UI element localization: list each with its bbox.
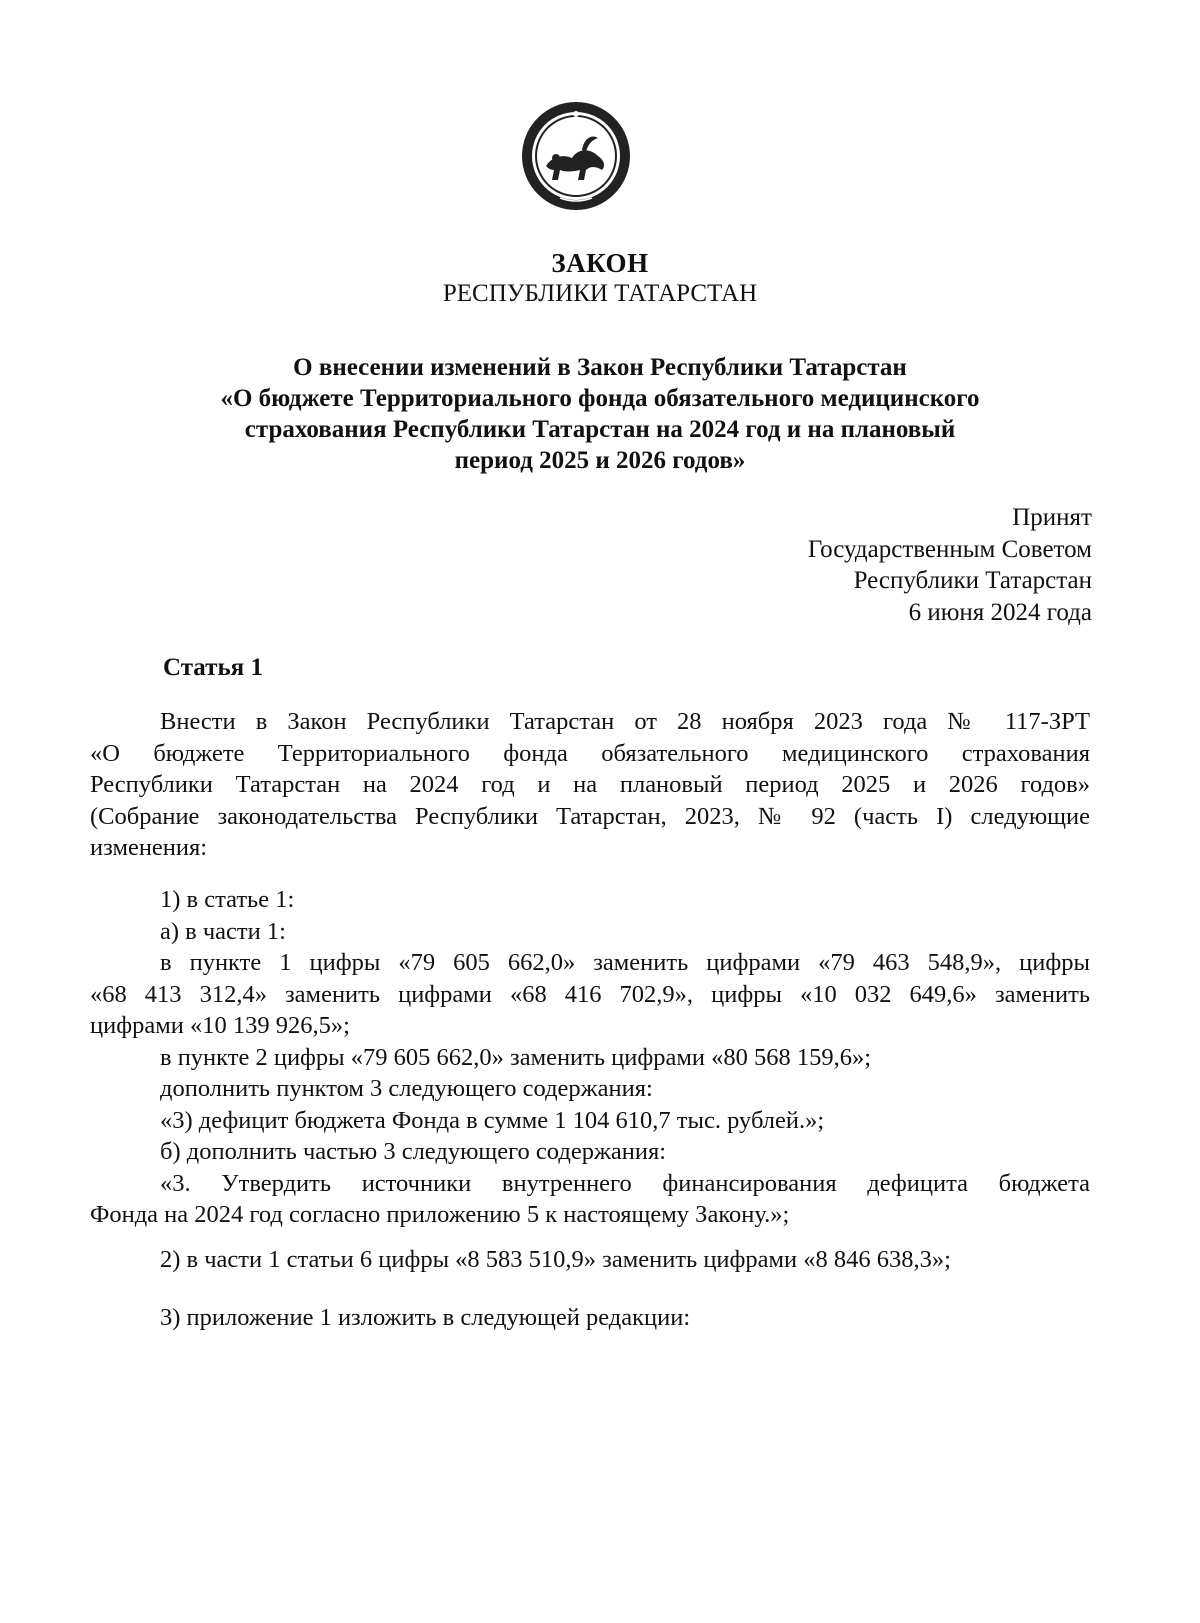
intro-paragraph [90,706,1090,864]
law-label: ЗАКОН [551,248,649,278]
paragraph-line: в пункте 2 цифры «79 605 662,0» заменить цифрами «80 568 159,6»; [160,1043,872,1071]
paragraph-line: (Собрание законодательства Республики Татарстан, 2023, № 92 (часть I) следующие [90,802,1090,830]
title-line: страхования Республики Татарстан на 2024 год и на плановый [244,416,956,443]
item-3 [90,1302,1090,1334]
item-1-block [90,884,1090,1231]
paragraph-line: 3) приложение 1 изложить в следующей редакции: [160,1304,691,1331]
paragraph-line: «3) дефицит бюджета Фонда в сумме 1 104 610,7 тыс. рублей.»; [160,1106,825,1134]
paragraph-line: Республики Татарстан на 2024 год и на плановый период 2025 и 2026 годов» [90,771,1090,798]
document-title [0,352,1200,476]
law-subtitle: РЕСПУБЛИКИ ТАТАРСТАН [442,280,758,307]
paragraph-line: дополнить пунктом 3 следующего содержания: [160,1075,653,1102]
title-line: О внесении изменений в Закон Республики Татарстан [293,354,907,381]
paragraph-line: Фонда на 2024 год согласно приложению 5 к настоящему Закону.»; [90,1201,790,1228]
paragraph-line: б) дополнить частью 3 следующего содержания: [160,1138,667,1165]
title-line: период 2025 и 2026 годов» [454,447,746,474]
adoption-line: Республики Татарстан [853,567,1092,594]
title-line: «О бюджете Территориального фонда обязательного медицинского [220,385,980,412]
adoption-line: 6 июня 2024 года [908,598,1092,626]
paragraph-line: а) в части 1: [160,917,286,945]
paragraph-line: «О бюджете Территориального фонда обязательного медицинского страхования [90,739,1090,767]
paragraph-line: изменения: [90,834,208,861]
adoption-line: Принят [1012,504,1092,531]
tatarstan-emblem-icon [520,100,632,212]
item-2 [90,1244,1090,1276]
adoption-block [808,502,1092,628]
article-heading: Статья 1 [163,654,263,681]
paragraph-line: 2) в части 1 статьи 6 цифры «8 583 510,9» заменить цифрами «8 846 638,3»; [160,1246,951,1273]
paragraph-line: в пункте 1 цифры «79 605 662,0» заменить цифрами «79 463 548,9», цифры [160,949,1090,976]
paragraph-line: Внести в Закон Республики Татарстан от 28 ноября 2023 года № 117-ЗРТ [160,708,1090,735]
adoption-line: Государственным Советом [807,535,1092,563]
paragraph-line: «3. Утвердить источники внутреннего финансирования дефицита бюджета [160,1169,1090,1197]
paragraph-line: «68 413 312,4» заменить цифрами «68 416 702,9», цифры «10 032 649,6» заменить [90,980,1090,1008]
paragraph-line: цифрами «10 139 926,5»; [90,1012,350,1039]
paragraph-line: 1) в статье 1: [160,886,295,913]
